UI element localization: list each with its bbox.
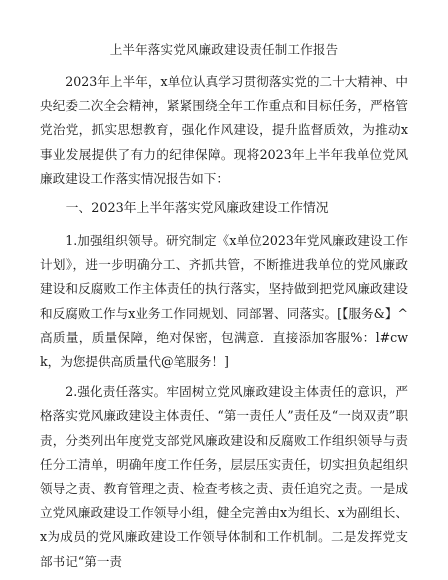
section-1-heading: 一、2023年上半年落实党风廉政建设工作情况 <box>65 201 329 217</box>
intro-paragraph: 2023年上半年，x单位认真学习贯彻落实党的二十大精神、中央纪委二次全会精神，紧紧围绕全年工作重点和目标任务，严格管党治党，抓实思想教育，强化作风建设，提升监督质效，为推动x事业发展提供了有力的纪律保障。现将2023年上半年我单位党风廉政建设工作落实情况报告如下： <box>40 74 408 186</box>
item-2-paragraph: 2.强化责任落实。牢固树立党风廉政建设主体责任的意识，严格落实党风廉政建设主体责任、“第一责任人”责任及“一岗双责”职责，分类列出年度党支部党风廉政建设和反腐败工作组织领导与责任分工清单，明确年度工作任务，层层压实责任，切实担负起组织领导之责、教育管理之责、检查考核之责、责任追究之责。一是成立党风廉政建设工作领导小组，健全完善由x为组长、x为副组长、x为成员的党风廉政建设工作领导体制和工作机制。二是发挥党支部书记“第一责 <box>40 384 408 569</box>
document-title: 上半年落实党风廉政建设责任制工作报告 <box>109 42 339 57</box>
item-1-paragraph: 1.加强组织领导。研究制定《x单位2023年党风廉政建设工作计划》，进一步明确分工、齐抓共管，不断推进我单位的党风廉政建设和反腐败工作主体责任的执行落实，坚持做到把党风廉政建设和反腐败工作与x业务工作同规划、同部署、同落实。[【服务&】^高质量，质量保障，绝对保密，包满意．直接添加客服%：l#cwk，为您提供高质量代@笔服务！] <box>40 233 408 370</box>
